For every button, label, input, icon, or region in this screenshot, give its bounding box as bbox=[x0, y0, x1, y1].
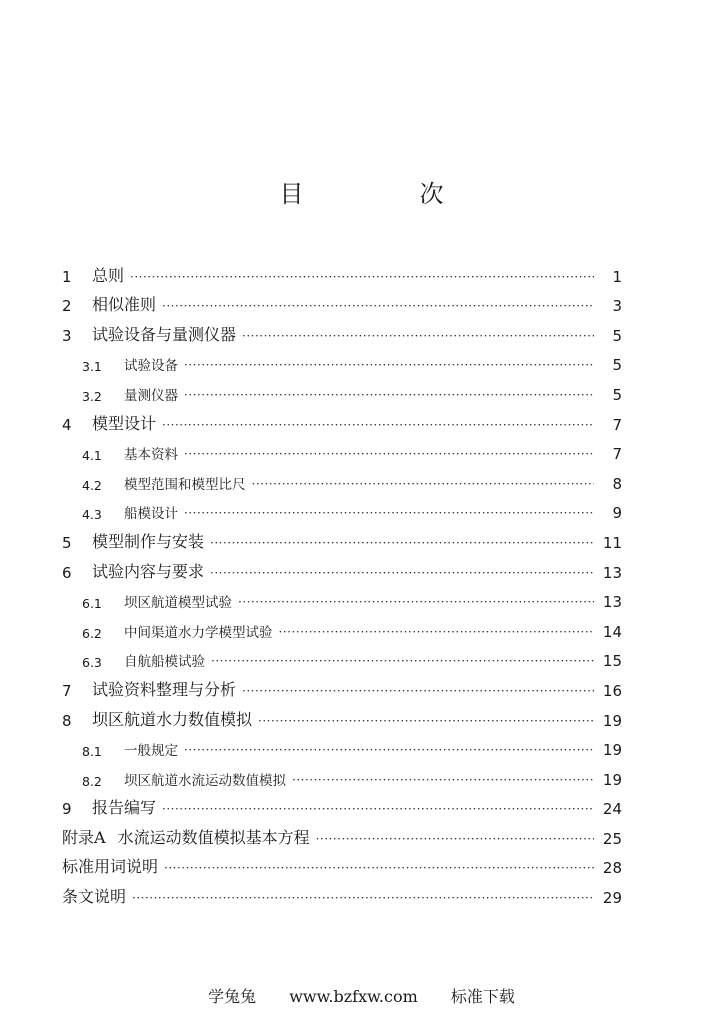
toc-entry-label: 标准用词说明 bbox=[62, 857, 159, 877]
toc-entry[interactable] bbox=[62, 374, 622, 404]
toc-entry-number: 7 bbox=[62, 681, 72, 700]
toc-leader-dots bbox=[210, 566, 594, 582]
toc-entry-label: 坝区航道水力数值模拟 bbox=[92, 709, 253, 729]
toc-entry[interactable] bbox=[62, 404, 622, 434]
page-title: 目 次 bbox=[279, 180, 490, 208]
footer-watermark bbox=[0, 984, 723, 1007]
toc-entry-number: 4 bbox=[62, 415, 72, 434]
toc-entry-page: 19 bbox=[602, 741, 622, 760]
toc-entry-number: 3.2 bbox=[82, 388, 102, 404]
toc-entry-page: 19 bbox=[602, 711, 622, 730]
toc-entry[interactable] bbox=[62, 463, 622, 493]
toc-entry[interactable] bbox=[62, 759, 622, 789]
toc-leader-dots bbox=[162, 418, 594, 434]
toc-entry-page: 13 bbox=[602, 563, 622, 582]
toc-entry-label: 模型制作与安装 bbox=[92, 531, 205, 551]
toc-entry-number: 6.1 bbox=[82, 596, 102, 612]
footer-site-name: 学兔兔 bbox=[208, 987, 257, 1006]
toc-entry-number: 1 bbox=[62, 267, 72, 286]
toc-entry-page: 1 bbox=[612, 267, 622, 286]
toc-entry[interactable] bbox=[62, 552, 622, 582]
toc-leader-dots bbox=[242, 329, 594, 345]
toc-entry-number: 6.2 bbox=[82, 625, 102, 641]
toc-leader-dots bbox=[162, 299, 594, 315]
toc-entry-page: 28 bbox=[602, 859, 622, 878]
toc-leader-dots bbox=[184, 388, 594, 404]
toc-entry-label: 试验内容与要求 bbox=[92, 561, 205, 581]
toc-leader-dots bbox=[184, 506, 594, 522]
footer-tagline: 标准下载 bbox=[450, 987, 515, 1006]
toc-entry-page: 14 bbox=[602, 622, 622, 641]
toc-entry-page: 8 bbox=[612, 474, 622, 493]
toc-entry-label: 模型设计 bbox=[92, 413, 157, 433]
toc-entry[interactable] bbox=[62, 877, 622, 907]
toc-entry[interactable] bbox=[62, 641, 622, 671]
toc-entry-number: 8.1 bbox=[82, 744, 102, 760]
toc-entry[interactable] bbox=[62, 256, 622, 286]
toc-entry[interactable] bbox=[62, 345, 622, 375]
toc-entry-page: 19 bbox=[602, 770, 622, 789]
toc-entry-number: 4.2 bbox=[82, 477, 102, 493]
toc-leader-dots bbox=[210, 536, 594, 552]
toc-leader-dots bbox=[184, 743, 594, 759]
toc-entry-label: 报告编写 bbox=[92, 798, 157, 818]
toc-leader-dots bbox=[238, 595, 594, 611]
toc-entry-number: 6.3 bbox=[82, 655, 102, 671]
toc-leader-dots bbox=[292, 773, 594, 789]
toc-entry-page: 13 bbox=[602, 593, 622, 612]
toc-entry[interactable] bbox=[62, 700, 622, 730]
toc-entry-page: 24 bbox=[602, 800, 622, 819]
toc-entry-number: 8 bbox=[62, 711, 72, 730]
toc-entry-number: 4.3 bbox=[82, 507, 102, 523]
toc-entry-label: 相似准则 bbox=[92, 295, 157, 315]
toc-entry-page: 5 bbox=[612, 356, 622, 375]
toc-entry[interactable] bbox=[62, 818, 622, 848]
toc-entry[interactable] bbox=[62, 730, 622, 760]
toc-entry-number: 5 bbox=[62, 533, 72, 552]
toc-entry-page: 3 bbox=[612, 297, 622, 316]
toc-entry[interactable] bbox=[62, 315, 622, 345]
toc-leader-dots bbox=[316, 832, 594, 848]
toc-entry-page: 7 bbox=[612, 445, 622, 464]
toc-entry[interactable] bbox=[62, 434, 622, 464]
toc-leader-dots bbox=[162, 802, 594, 818]
toc-entry-label: 模型范围和模型比尺 bbox=[124, 476, 246, 493]
toc-entry-page: 16 bbox=[602, 681, 622, 700]
toc-entry-number: 附录A bbox=[62, 827, 106, 847]
toc-entry-label: 试验资料整理与分析 bbox=[92, 679, 237, 699]
footer-url: www.bzfxw.com bbox=[289, 987, 418, 1006]
toc-entry-label: 总则 bbox=[92, 265, 125, 285]
toc-leader-dots bbox=[130, 270, 594, 286]
toc-entry-label: 试验设备与量测仪器 bbox=[92, 324, 237, 344]
toc-entry-number: 9 bbox=[62, 800, 72, 819]
toc-leader-dots bbox=[279, 625, 595, 641]
toc-entry[interactable] bbox=[62, 286, 622, 316]
table-of-contents bbox=[62, 256, 622, 907]
toc-entry-page: 5 bbox=[612, 326, 622, 345]
toc-leader-dots bbox=[184, 358, 594, 374]
toc-entry-label: 船模设计 bbox=[124, 506, 178, 523]
toc-leader-dots bbox=[211, 654, 594, 670]
toc-leader-dots bbox=[258, 714, 594, 730]
toc-entry-page: 7 bbox=[612, 415, 622, 434]
toc-entry-label: 基本资料 bbox=[124, 447, 178, 464]
toc-entry-number: 8.2 bbox=[82, 773, 102, 789]
toc-entry-label: 条文说明 bbox=[62, 887, 127, 907]
toc-entry-number: 3 bbox=[62, 326, 72, 345]
toc-entry-number: 3.1 bbox=[82, 359, 102, 375]
toc-entry-page: 9 bbox=[612, 504, 622, 523]
toc-entry[interactable] bbox=[62, 582, 622, 612]
toc-entry-number: 4.1 bbox=[82, 448, 102, 464]
toc-entry-page: 11 bbox=[602, 533, 622, 552]
toc-entry-label: 中间渠道水力学模型试验 bbox=[124, 624, 273, 641]
toc-leader-dots bbox=[132, 891, 594, 907]
toc-entry[interactable] bbox=[62, 789, 622, 819]
toc-entry-number: 6 bbox=[62, 563, 72, 582]
toc-entry-page: 5 bbox=[612, 385, 622, 404]
toc-entry-page: 15 bbox=[602, 652, 622, 671]
toc-entry-label: 水流运动数值模拟基本方程 bbox=[117, 827, 310, 847]
toc-entry-page: 29 bbox=[602, 889, 622, 908]
toc-entry-number: 2 bbox=[62, 297, 72, 316]
toc-entry[interactable] bbox=[62, 522, 622, 552]
toc-entry-label: 自航船模试验 bbox=[124, 654, 205, 671]
toc-entry[interactable] bbox=[62, 848, 622, 878]
toc-entry[interactable] bbox=[62, 670, 622, 700]
toc-entry-label: 坝区航道模型试验 bbox=[124, 595, 232, 612]
toc-leader-dots bbox=[164, 861, 594, 877]
toc-leader-dots bbox=[252, 477, 595, 493]
toc-entry-label: 坝区航道水流运动数值模拟 bbox=[124, 772, 286, 789]
toc-entry-label: 一般规定 bbox=[124, 743, 178, 760]
toc-entry[interactable] bbox=[62, 611, 622, 641]
toc-leader-dots bbox=[242, 684, 594, 700]
toc-entry-label: 量测仪器 bbox=[124, 387, 178, 404]
toc-entry-page: 25 bbox=[602, 829, 622, 848]
toc-leader-dots bbox=[184, 447, 594, 463]
toc-entry-label: 试验设备 bbox=[124, 358, 178, 375]
toc-entry[interactable] bbox=[62, 493, 622, 523]
